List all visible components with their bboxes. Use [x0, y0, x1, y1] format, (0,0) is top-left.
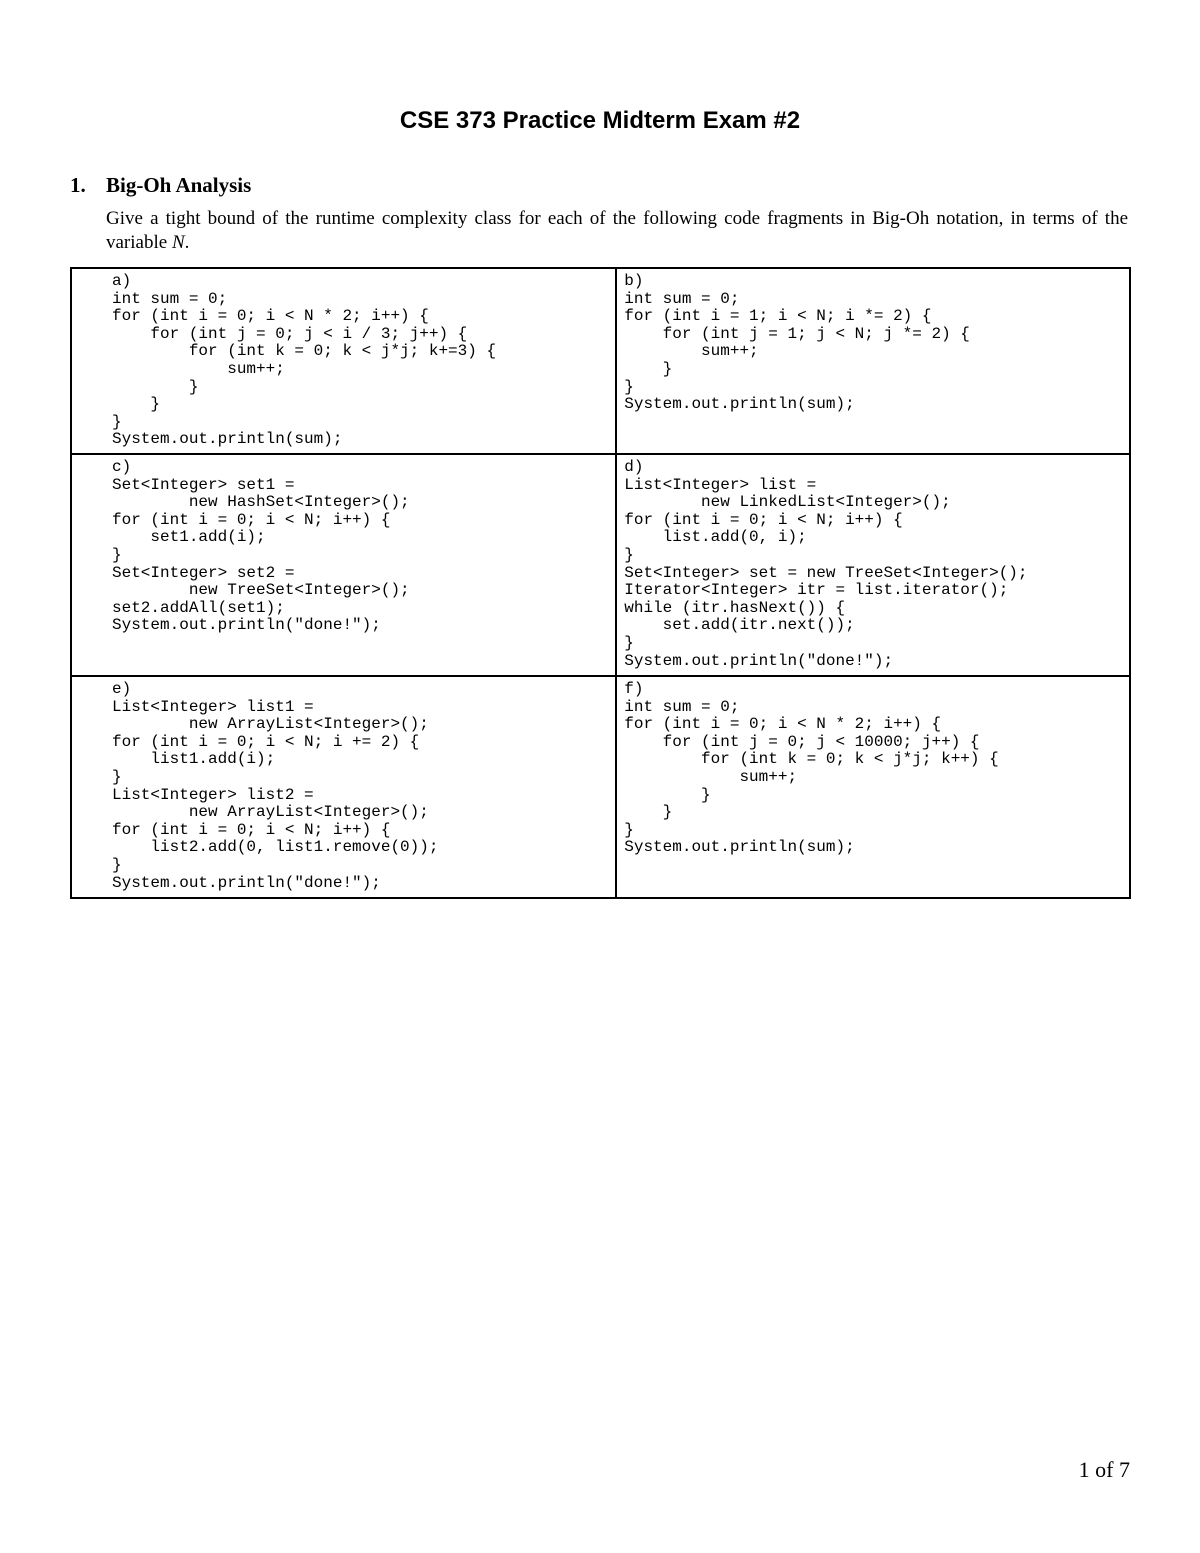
table-row	[71, 268, 1130, 454]
instructions-paragraph	[106, 207, 1128, 255]
problem-d-cell	[616, 454, 1130, 676]
table-row	[71, 454, 1130, 676]
problem-b-cell	[616, 268, 1130, 454]
section-number: 1.	[70, 173, 86, 197]
section-heading-text: Big-Oh Analysis	[106, 173, 252, 197]
instructions-variable: N	[171, 232, 185, 253]
code-fragments-table	[70, 267, 1131, 899]
page-number: 1 of 7	[1078, 1457, 1130, 1482]
table-row	[71, 676, 1130, 898]
problem-b-code: b) int sum = 0; for (int i = 1; i < N; i *= 2) { for (int j = 1; j < N; j *= 2) { sum++; } } System.out.println(sum);	[624, 272, 970, 414]
problem-f-cell	[616, 676, 1130, 898]
problem-d-code: d) List<Integer> list = new LinkedList<Integer>(); for (int i = 0; i < N; i++) { list.add(0, i); } Set<Integer> set = new TreeSet<Integer>(); Iterator<Integer> itr = list.iterator(); while (itr.hasNext()) { set.add(itr.next()); } System.out.println("done!");	[624, 458, 1028, 670]
instructions-text: Give a tight bound of the runtime complexity class for each of the following code fragments in Big-Oh notation, in terms of the variable	[106, 208, 1128, 253]
problem-c-cell	[71, 454, 616, 676]
problem-a-code: a) int sum = 0; for (int i = 0; i < N * 2; i++) { for (int j = 0; j < i / 3; j++) { for (int k = 0; k < j*j; k+=3) { sum++; } } } System.out.println(sum);	[112, 272, 497, 449]
problem-e-cell	[71, 676, 616, 898]
instructions-period: .	[184, 232, 190, 253]
page-title: CSE 373 Practice Midterm Exam #2	[399, 107, 801, 134]
problem-e-code: e) List<Integer> list1 = new ArrayList<Integer>(); for (int i = 0; i < N; i += 2) { list1.add(i); } List<Integer> list2 = new ArrayList<Integer>(); for (int i = 0; i < N; i++) { list2.add(0, list1.remove(0)); } System.out.println("done!");	[112, 680, 439, 892]
problem-a-cell	[71, 268, 616, 454]
problem-c-code: c) Set<Integer> set1 = new HashSet<Integer>(); for (int i = 0; i < N; i++) { set1.add(i); } Set<Integer> set2 = new TreeSet<Integer>(); set2.addAll(set1); System.out.println("done!");	[112, 458, 410, 635]
section-heading	[70, 172, 251, 198]
problem-f-code: f) int sum = 0; for (int i = 0; i < N * 2; i++) { for (int j = 0; j < 10000; j++) { for (int k = 0; k < j*j; k++) { sum++; } } } System.out.println(sum);	[624, 680, 999, 857]
